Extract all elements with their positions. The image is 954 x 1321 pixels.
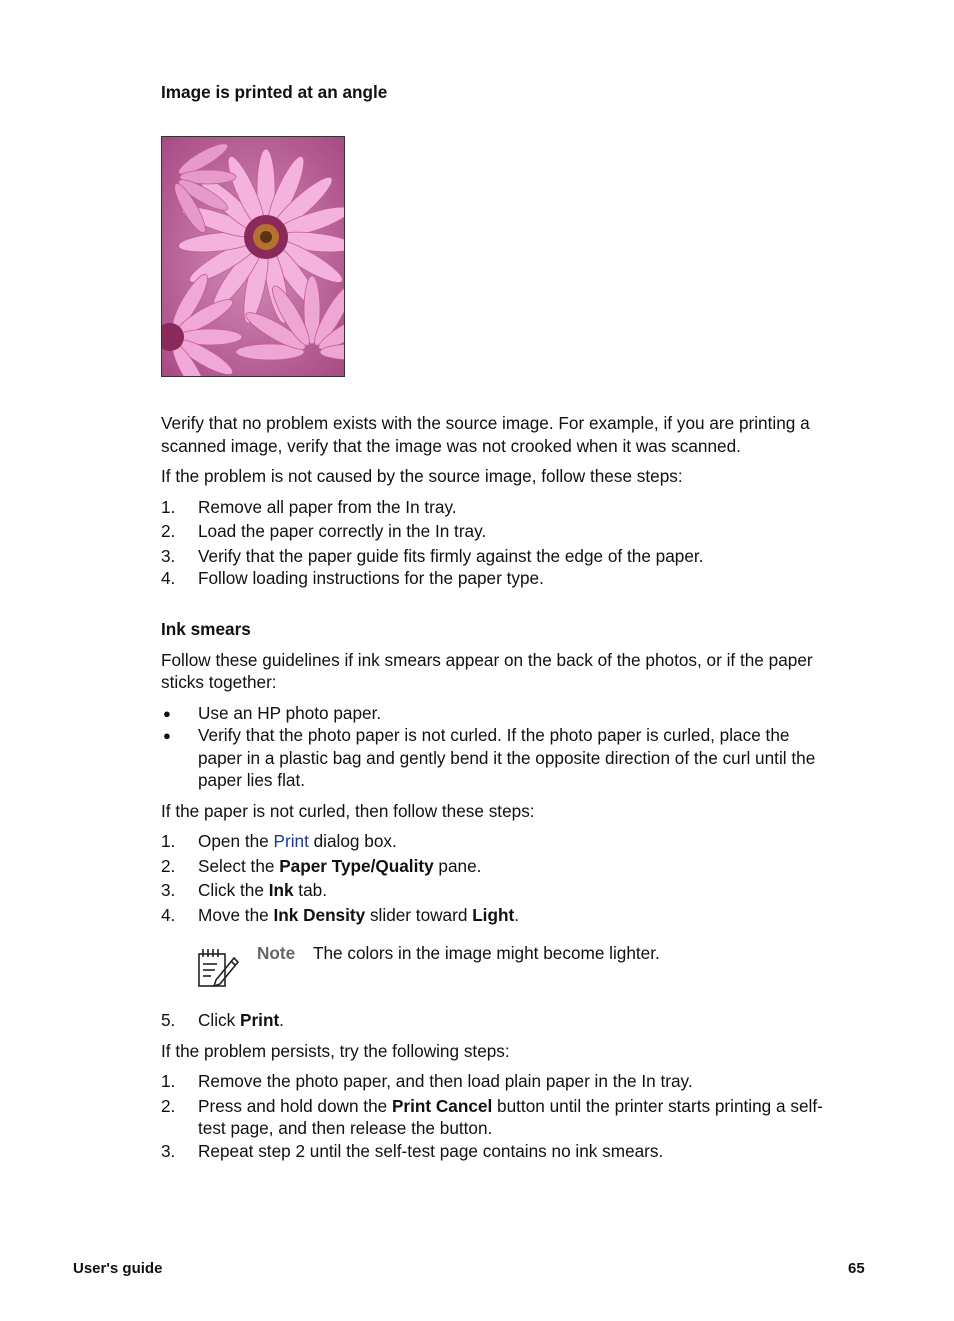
sample-flower-photo [161, 136, 345, 377]
note-pencil-icon [196, 946, 240, 995]
list-item: Load the paper correctly in the In tray. [198, 521, 487, 541]
bullet-dot: ● [163, 706, 171, 721]
list-item: Verify that the paper guide fits firmly against the edge of the paper. [198, 546, 704, 566]
step-text: . [514, 905, 519, 925]
step-text: button until the printer starts printing a self- [492, 1096, 823, 1116]
paragraph-verify-line1: Verify that no problem exists with the source image. For example, if you are printing a [161, 413, 810, 433]
step-text: pane. [433, 856, 482, 876]
list-number: 2. [161, 1096, 176, 1116]
flower-image [162, 137, 344, 376]
step-bold-term: Ink Density [273, 905, 366, 925]
list-item: Remove the photo paper, and then load plain paper in the In tray. [198, 1071, 693, 1091]
list-number: 1. [161, 1071, 176, 1091]
paragraph-persists: If the problem persists, try the following steps: [161, 1041, 510, 1061]
paragraph-guidelines-line2: sticks together: [161, 672, 277, 692]
note-text: The colors in the image might become lighter. [313, 943, 660, 963]
list-item [198, 1095, 823, 1118]
list-item-cont: test page, and then release the button. [198, 1118, 493, 1138]
step-text: tab. [293, 880, 327, 900]
list-item [198, 1009, 284, 1032]
section-heading-ink-smears: Ink smears [161, 619, 251, 639]
bullet-item: Verify that the photo paper is not curled. If the photo paper is curled, place the [198, 725, 790, 745]
step-bold-term: Print [240, 1010, 280, 1030]
bullet-item-cont: paper in a plastic bag and gently bend it the opposite direction of the curl until the [198, 748, 816, 768]
step-bold-term: Light [472, 905, 515, 925]
step-text: Click the [198, 880, 269, 900]
step-bold-term: Ink [268, 880, 294, 900]
list-item [198, 855, 481, 878]
step-text: dialog box. [308, 831, 397, 851]
list-item [198, 830, 397, 853]
print-link[interactable]: Print [273, 831, 309, 851]
list-item [198, 879, 327, 902]
list-item [198, 904, 519, 927]
list-number: 3. [161, 880, 176, 900]
note-label: Note [257, 943, 296, 963]
step-bold-term: Print Cancel [391, 1096, 493, 1116]
list-number: 3. [161, 1141, 176, 1161]
paragraph-guidelines-line1: Follow these guidelines if ink smears appear on the back of the photos, or if the paper [161, 650, 813, 670]
list-item: Repeat step 2 until the self-test page contains no ink smears. [198, 1141, 664, 1161]
section-heading-angle: Image is printed at an angle [161, 82, 388, 102]
list-item: Remove all paper from the In tray. [198, 497, 457, 517]
list-number: 2. [161, 856, 176, 876]
list-item: Follow loading instructions for the paper type. [198, 568, 544, 588]
list-number: 4. [161, 568, 176, 588]
page-number: 65 [848, 1260, 865, 1277]
list-number: 2. [161, 521, 176, 541]
step-text: Press and hold down the [198, 1096, 392, 1116]
list-number: 4. [161, 905, 176, 925]
list-number: 1. [161, 497, 176, 517]
bullet-item: Use an HP photo paper. [198, 703, 382, 723]
list-number: 5. [161, 1010, 176, 1030]
list-number: 1. [161, 831, 176, 851]
bullet-dot: ● [163, 728, 171, 743]
step-text: Click [198, 1010, 241, 1030]
step-text: . [279, 1010, 284, 1030]
list-number: 3. [161, 546, 176, 566]
footer-guide-title: User's guide [73, 1260, 163, 1277]
step-text: Select the [198, 856, 280, 876]
step-text: Move the [198, 905, 274, 925]
paragraph-follow-steps: If the problem is not caused by the source image, follow these steps: [161, 466, 683, 486]
paragraph-verify-line2: scanned image, verify that the image was not crooked when it was scanned. [161, 436, 741, 456]
step-text: slider toward [365, 905, 473, 925]
step-bold-term: Paper Type/Quality [279, 856, 434, 876]
step-text: Open the [198, 831, 274, 851]
paragraph-not-curled: If the paper is not curled, then follow these steps: [161, 801, 535, 821]
bullet-item-cont: paper lies flat. [198, 770, 306, 790]
